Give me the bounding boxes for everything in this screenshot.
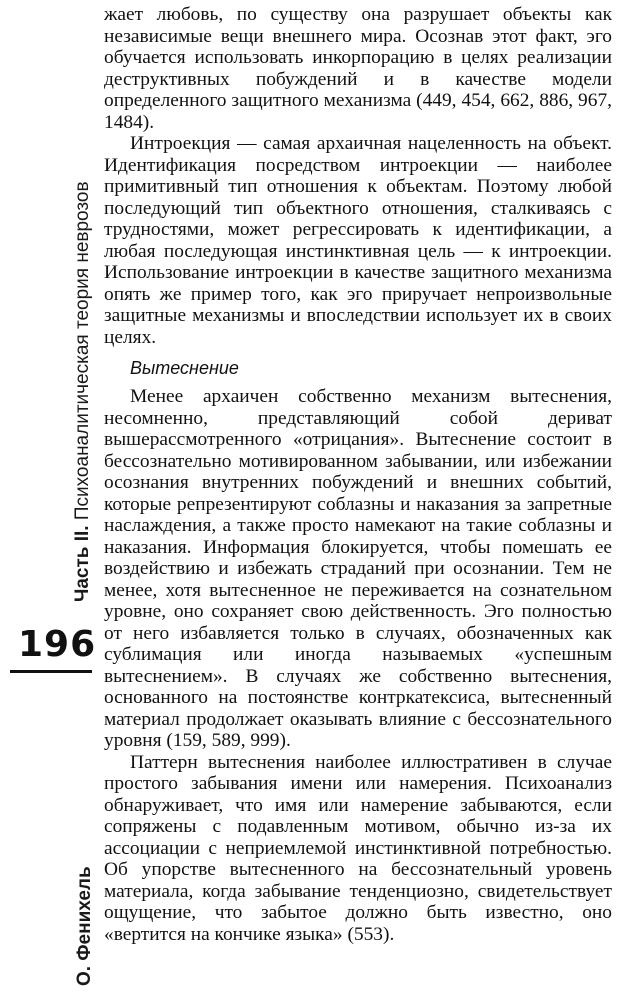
paragraph-1: жает любовь, по существу она разрушает объекты как независимые вещи внешнего мира. Осознав этот факт, эго обучается использовать инкорпорацию в целях реализации деструктивных побуждений и в качестве модели определенного защитного механизма (449, 454, 662, 886, 967, 1484).: [104, 4, 612, 133]
part-title: Психоаналитическая теория неврозов: [72, 181, 93, 521]
page-number-rule: [10, 670, 92, 673]
part-label: Часть II.: [72, 525, 93, 602]
body-text: [104, 4, 612, 945]
page-number: 196: [18, 624, 97, 665]
page-margin: [0, 0, 97, 994]
paragraph-3: Менее архаичен собственно механизм вытеснения, несомненно, представляющий собой дериват вышерассмотренного «отрицания». Вытеснение состоит в бессознательно мотивированном забывании, или избежании осознания внутренних побуждений и внешних событий, которые репрезентируют соблазны и наказания за запретные наслаждения, а также просто намекают на такие соблазны и наказания. Информация блокируется, чтобы помешать ее воздействию и избежать страданий при осознании. Тем не менее, хотя вытесненное не переживается на сознательном уровне, оно сохраняет свою действенность. Эго полностью от него избавляется только в случаях, обозначенных как сублимация или иногда называемых «успешным вытеснением». В случаях же собственно вытеснения, основанного на постоянстве контркатексиса, вытесненный материал продолжает оказывать влияние с бессознательного уровня (159, 589, 999).: [104, 386, 612, 751]
author-name: О. Фенихель: [74, 866, 95, 986]
running-head: [72, 181, 94, 602]
paragraph-4: Паттерн вытеснения наиболее иллюстративен в случае простого забывания имени или намерения. Психоанализ обнаруживает, что имя или намерение забываются, если сопряжены с подавленным мотивом, обычно из-за их ассоциации с неприемлемой инстинктивной потребностью. Об упорстве вытесненного на бессознательный уровень материала, когда забывание тенденциозно, свидетельствует ощущение, что забытое должно быть известно, оно «вертится на кончике языка» (553).: [104, 751, 612, 945]
paragraph-2: Интроекция — самая архаичная нацеленность на объект. Идентификация посредством интроекции — наиболее примитивный тип отношения к объектам. Поэтому любой последующий тип объектного отношения, сталкиваясь с трудностями, может регрессировать к идентификации, а любая последующая инстинктивная цель — к интроекции. Использование интроекции в качестве защитного механизма опять же пример того, как эго приручает непроизвольные защитные механизмы и впоследствии использует их в своих целях.: [104, 133, 612, 348]
section-heading: Вытеснение: [130, 358, 239, 378]
